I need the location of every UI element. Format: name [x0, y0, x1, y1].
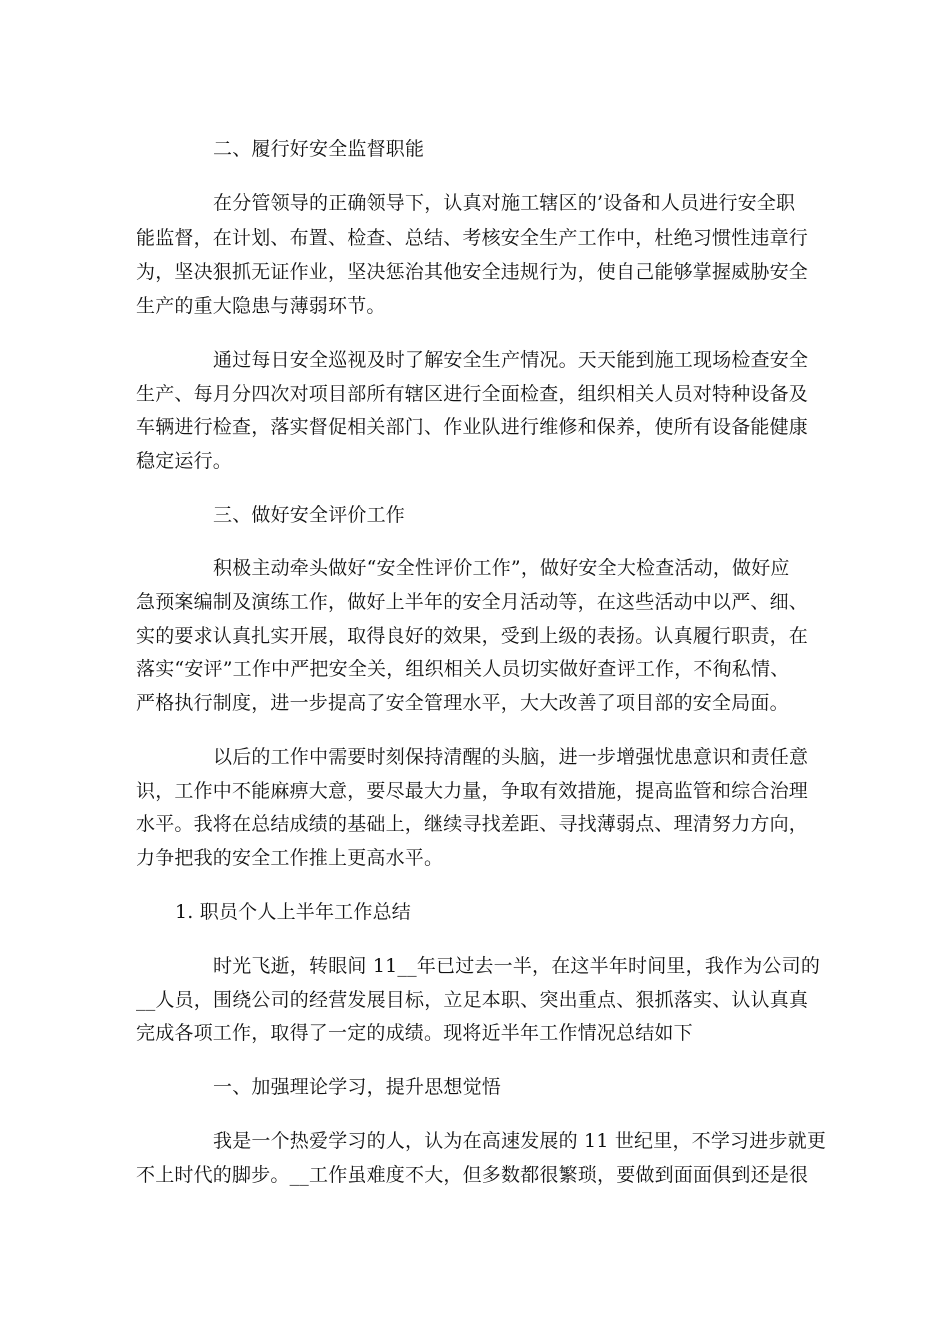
paragraph-line: 生产的重大隐患与薄弱环节。 — [136, 295, 386, 317]
section-heading: 一、加强理论学习，提升思想觉悟 — [213, 1076, 502, 1098]
paragraph-line: 识，工作中不能麻痹大意，要尽最大力量，争取有效措施，提高监管和综合治理 — [136, 780, 809, 802]
paragraph-line: 严格执行制度，进一步提高了安全管理水平，大大改善了项目部的安全局面。 — [136, 692, 789, 714]
paragraph-line: 积极主动牵头做好“安全性评价工作”，做好安全大检查活动，做好应 — [213, 557, 790, 579]
paragraph-line: 力争把我的安全工作推上更高水平。 — [136, 847, 444, 869]
paragraph-line: 在分管领导的正确领导下，认真对施工辖区的’设备和人员进行安全职 — [213, 192, 796, 214]
section-heading: 三、做好安全评价工作 — [213, 504, 406, 526]
section-heading: 二、履行好安全监督职能 — [213, 138, 425, 160]
paragraph-line: 以后的工作中需要时刻保持清醒的头脑，进一步增强忧患意识和责任意 — [213, 746, 809, 768]
document-subtitle: 1. 职员个人上半年工作总结 — [175, 901, 411, 923]
paragraph-line: 能监督，在计划、布置、检查、总结、考核安全生产工作中，杜绝习惯性违章行 — [136, 227, 809, 249]
paragraph-line: 我是一个热爱学习的人，认为在高速发展的 11 世纪里，不学习进步就更 — [213, 1130, 827, 1152]
paragraph-line: 水平。我将在总结成绩的基础上，继续寻找差距、寻找薄弱点、理清努力方向， — [136, 813, 809, 835]
paragraph-line: 落实“安评”工作中严把安全关，组织相关人员切实做好查评工作，不徇私情、 — [136, 658, 790, 680]
paragraph-line: 急预案编制及演练工作，做好上半年的安全月活动等，在这些活动中以严、细、 — [136, 591, 809, 613]
paragraph-line: 生产、每月分四次对项目部所有辖区进行全面检查，组织相关人员对特种设备及 — [136, 383, 809, 405]
paragraph-line: 为，坚决狠抓无证作业，坚决惩治其他安全违规行为，使自己能够掌握威胁安全 — [136, 261, 809, 283]
paragraph-line: 稳定运行。 — [136, 450, 233, 472]
paragraph-line: __人员，围绕公司的经营发展目标，立足本职、突出重点、狠抓落实、认认真真 — [136, 989, 809, 1011]
paragraph-line: 时光飞逝，转眼间 11__年已过去一半，在这半年时间里，我作为公司的 — [213, 955, 821, 977]
paragraph-line: 不上时代的脚步。__工作虽难度不大，但多数都很繁琐，要做到面面俱到还是很 — [136, 1164, 809, 1186]
paragraph-line: 车辆进行检查，落实督促相关部门、作业队进行维修和保养，使所有设备能健康 — [136, 416, 809, 438]
paragraph-line: 实的要求认真扎实开展，取得良好的效果，受到上级的表扬。认真履行职责，在 — [136, 625, 809, 647]
paragraph-line: 通过每日安全巡视及时了解安全生产情况。天天能到施工现场检查安全 — [213, 349, 809, 371]
paragraph-line: 完成各项工作，取得了一定的成绩。现将近半年工作情况总结如下 — [136, 1022, 693, 1044]
